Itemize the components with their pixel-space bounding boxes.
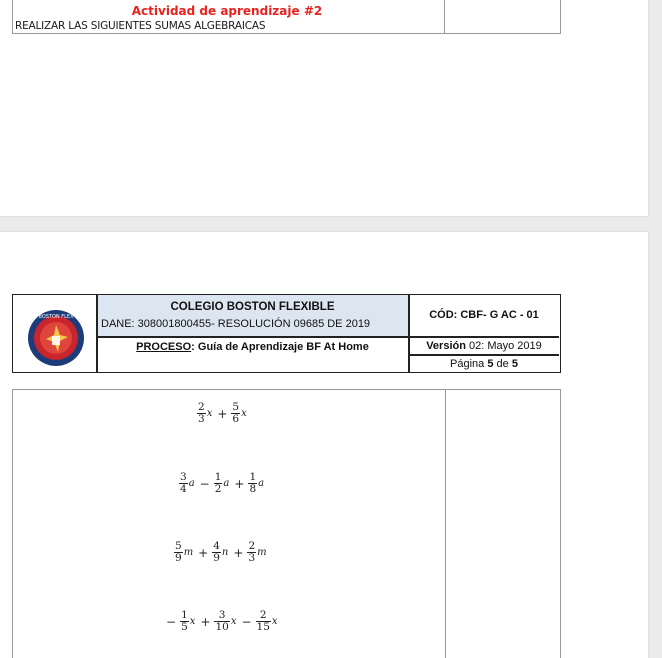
svg-text:BOSTON FLEX: BOSTON FLEX [38, 314, 74, 320]
numerator: 4 [213, 540, 220, 552]
activity-title: Actividad de aprendizaje #2 [131, 4, 323, 18]
denominator: 15 [256, 621, 270, 633]
fraction [197, 402, 206, 425]
version-value: 02: Mayo 2019 [465, 340, 542, 352]
process-value: : Guía de Aprendizaje BF At Home [191, 341, 369, 353]
numerator: 2 [259, 609, 267, 621]
variable: n [221, 547, 229, 558]
operator: + [233, 545, 244, 560]
exercise-expression [196, 402, 249, 425]
denominator: 3 [248, 552, 256, 564]
numerator: 1 [214, 471, 222, 483]
variable: a [223, 478, 230, 489]
variable: x [241, 408, 247, 419]
dane-resolution: DANE: 308001800455- RESOLUCIÓN 09685 DE 2019 [101, 318, 371, 330]
numerator: 3 [218, 609, 226, 621]
fraction [231, 402, 240, 425]
numerator: 2 [248, 540, 256, 552]
variable: a [188, 478, 195, 489]
variable: x [271, 616, 278, 627]
fraction [180, 610, 189, 633]
document-page-2 [0, 232, 648, 658]
denominator: 9 [213, 552, 220, 564]
version-label: Versión [426, 340, 466, 352]
operator: + [217, 406, 228, 421]
process-line [97, 341, 408, 353]
numerator: 1 [181, 609, 188, 621]
variable: a [258, 478, 265, 489]
process-label: PROCESO [136, 341, 192, 353]
numerator: 5 [175, 540, 182, 552]
denominator: 5 [181, 621, 188, 633]
school-name: COLEGIO BOSTON FLEXIBLE [170, 301, 335, 313]
denominator: 3 [198, 413, 205, 425]
exercise-expression [166, 610, 280, 633]
fraction [248, 472, 257, 495]
variable: m [257, 547, 267, 558]
fraction [212, 541, 221, 564]
denominator: 6 [232, 413, 240, 425]
denominator: 2 [214, 483, 222, 495]
fraction [214, 472, 223, 495]
operator: + [234, 476, 245, 491]
page-number: Página 5 de 5 [450, 358, 518, 370]
numerator: 5 [232, 401, 240, 413]
denominator: 8 [249, 483, 257, 495]
denominator: 10 [215, 621, 229, 633]
variable: x [230, 616, 237, 627]
numerator: 2 [198, 401, 205, 413]
fraction [214, 610, 229, 633]
operator: − [199, 476, 210, 491]
operator: − [241, 614, 252, 629]
instruction-text: REALIZAR LAS SIGUIENTES SUMAS ALGEBRAICAS [15, 20, 266, 32]
denominator: 9 [175, 552, 182, 564]
header-table [12, 294, 561, 373]
operator: − [166, 614, 177, 629]
fraction [247, 541, 256, 564]
fraction [179, 472, 188, 495]
variable: x [206, 408, 213, 419]
fraction [174, 541, 183, 564]
numerator: 1 [249, 471, 257, 483]
variable: x [189, 616, 196, 627]
denominator: 4 [180, 483, 187, 495]
exercise-expression [173, 541, 269, 564]
document-code: CÓD: CBF- G AC - 01 [429, 309, 539, 321]
fraction [256, 610, 271, 633]
school-logo-icon [27, 309, 85, 367]
document-page-1 [0, 0, 648, 216]
operator: + [198, 545, 209, 560]
version-line [409, 340, 559, 352]
variable: m [183, 547, 194, 558]
exercise-expression [178, 472, 266, 495]
activity-table [12, 0, 561, 34]
operator: + [200, 614, 211, 629]
exercises-table [12, 389, 561, 658]
numerator: 3 [180, 471, 187, 483]
